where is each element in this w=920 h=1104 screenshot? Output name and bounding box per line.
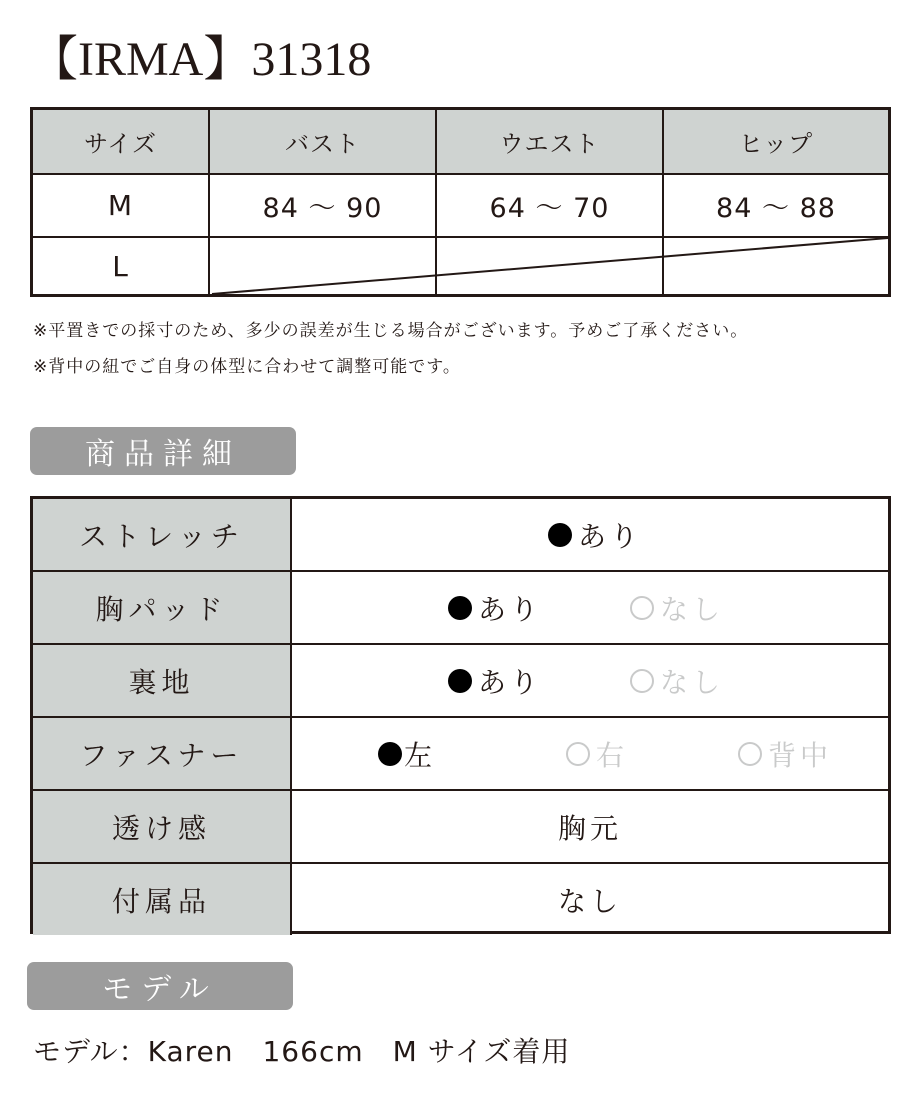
size-table (30, 107, 891, 297)
model-section-heading: モデル (27, 962, 293, 1010)
table-row (33, 175, 888, 238)
details-section-heading: 商品詳細 (30, 427, 296, 475)
option-unselected (738, 718, 832, 789)
option-selected (378, 718, 436, 789)
detail-label: 透け感 (33, 791, 292, 862)
size-m-bust: 84 〜 90 (210, 175, 437, 236)
size-m-hip: 84 〜 88 (716, 193, 836, 224)
option-label: なし (660, 592, 725, 626)
detail-label: 付属品 (33, 864, 292, 935)
filled-circle-icon (448, 669, 472, 693)
option-selected (448, 572, 542, 643)
detail-value (292, 645, 888, 716)
page-title: 【IRMA】31318 (30, 33, 372, 86)
adjustment-note: ※背中の紐でご自身の体型に合わせて調整可能です。 (33, 357, 461, 377)
empty-circle-icon (738, 742, 762, 766)
detail-row-stretch (33, 499, 888, 572)
option-selected (548, 499, 642, 570)
option-label: あり (478, 665, 543, 699)
detail-label: ストレッチ (33, 499, 292, 570)
option-unselected (630, 572, 724, 643)
option-unselected (630, 645, 724, 716)
empty-circle-icon (630, 596, 654, 620)
header-size: サイズ (33, 110, 210, 173)
detail-label: 胸パッド (33, 572, 292, 643)
empty-circle-icon (566, 742, 590, 766)
detail-value (292, 864, 888, 935)
filled-circle-icon (448, 596, 472, 620)
model-info: モデル：Karen 166cm M サイズ着用 (33, 1035, 571, 1068)
detail-row-bra-pad (33, 572, 888, 645)
option-unselected (566, 718, 628, 789)
detail-row-zipper (33, 718, 888, 791)
option-label: 背中 (768, 738, 833, 772)
detail-label: 裏地 (33, 645, 292, 716)
detail-label: ファスナー (33, 718, 292, 789)
detail-value (292, 791, 888, 862)
detail-row-accessories (33, 864, 888, 935)
option-selected (448, 645, 542, 716)
measurement-note: ※平置きでの採寸のため、多少の誤差が生じる場合がございます。予めご了承ください。 (33, 321, 749, 341)
size-table-header (33, 110, 888, 175)
filled-circle-icon (378, 742, 402, 766)
not-available-diagonal-line (210, 238, 888, 294)
size-l-label: L (33, 238, 210, 294)
option-label: あり (478, 592, 543, 626)
header-waist: ウエスト (437, 110, 664, 173)
detail-row-lining (33, 645, 888, 718)
detail-value (292, 499, 888, 570)
size-m-label: M (33, 175, 210, 236)
detail-value (292, 572, 888, 643)
option-label: なし (660, 665, 725, 699)
value-text: なし (557, 884, 622, 918)
detail-row-sheerness (33, 791, 888, 864)
details-table (30, 496, 891, 934)
option-label: 右 (596, 738, 629, 772)
value-text: 胸元 (557, 811, 622, 845)
header-hip: ヒップ (738, 130, 814, 158)
size-m-waist: 64 〜 70 (437, 175, 664, 236)
detail-value (292, 718, 888, 789)
filled-circle-icon (548, 523, 572, 547)
empty-circle-icon (630, 669, 654, 693)
header-bust: バスト (210, 110, 437, 173)
option-label: 左 (404, 738, 437, 772)
option-label: あり (578, 519, 643, 553)
